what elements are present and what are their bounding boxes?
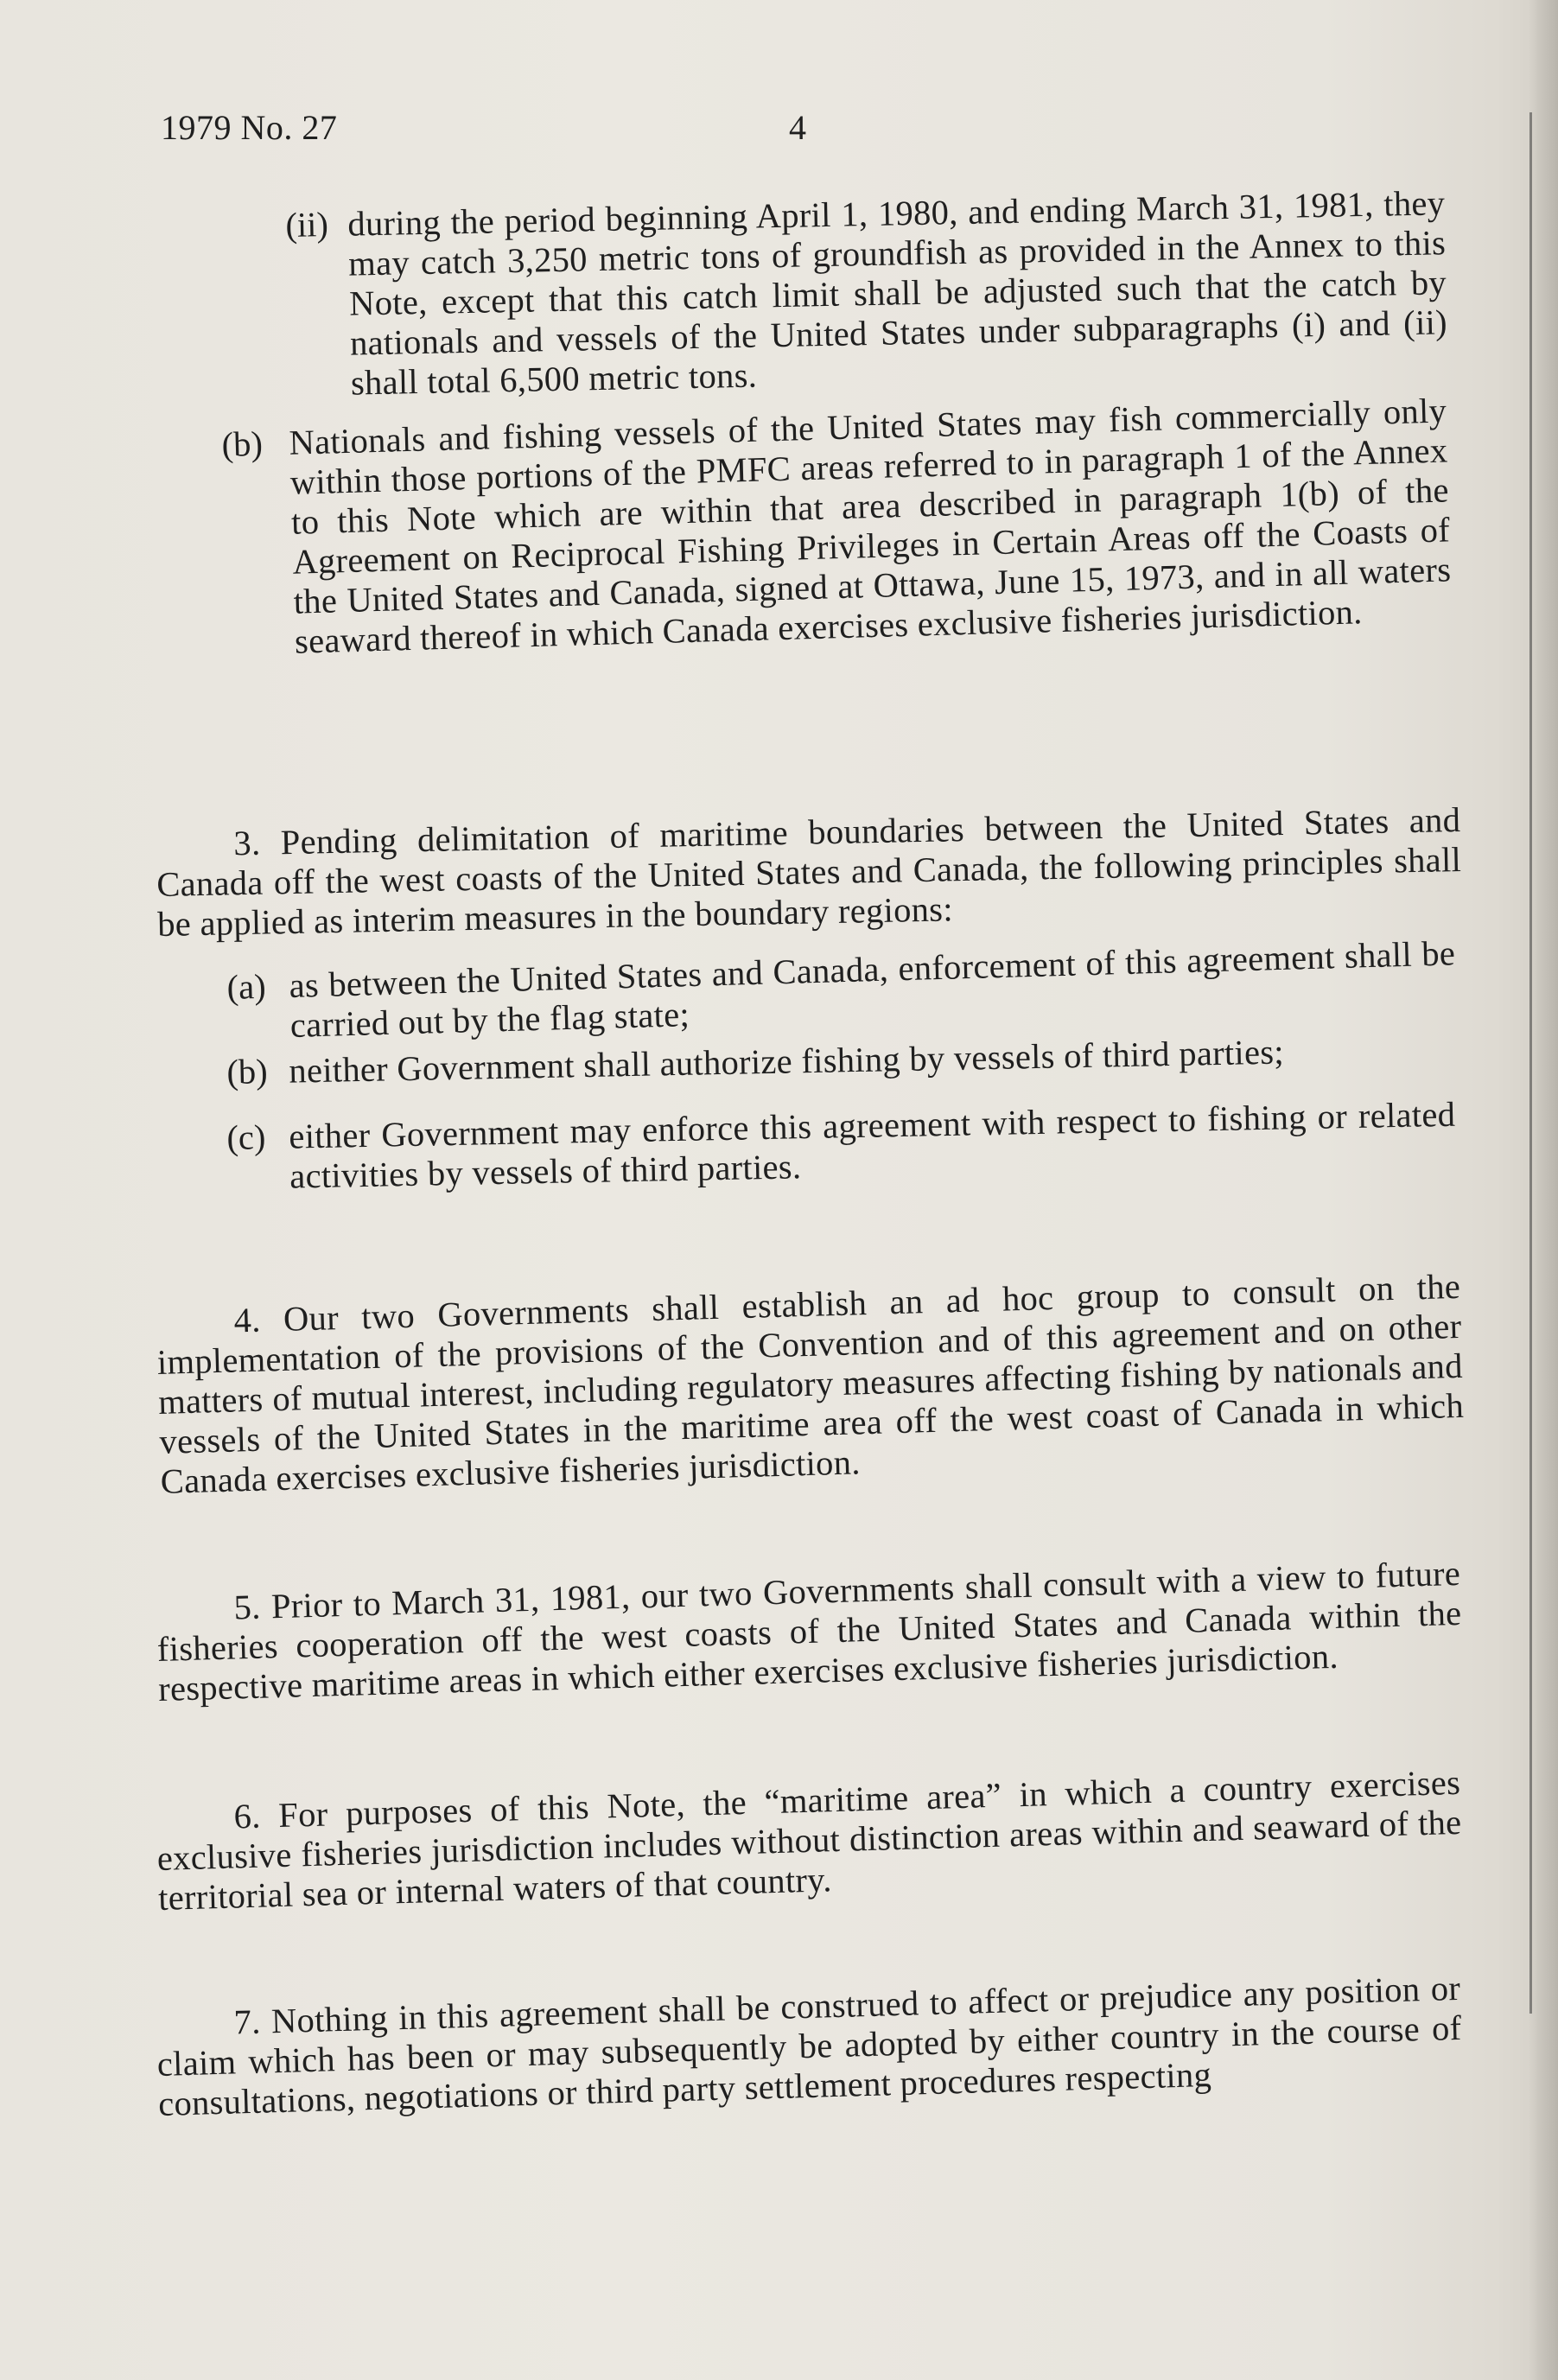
paragraph-3-item-a-marker: (a) <box>226 966 267 1007</box>
paragraph-5: 5. Prior to March 31, 1981, our two Governments shall consult with a view to future fisheries cooperation off the west coasts of the United States and Canada within the respective maritime areas in which either exercises exclusive fisheries jurisdiction. <box>156 1553 1462 1709</box>
subparagraph-ii-marker: (ii) <box>285 205 329 245</box>
subparagraph-b <box>221 391 1463 664</box>
subparagraph-b-text: Nationals and fishing vessels of the United States may fish commercially only within those portions of the PMFC areas referred to in paragraph 1 of the Annex to this Note which are within that area described in paragraph 1(b) of the Agreement on Reciprocal Fishing Privileges in Certain Areas off the Coasts of the United States and Canada, signed at Ottawa, June 15, 1973, and in all waters seaward thereof in which Canada exercises exclusive fisheries jurisdiction. <box>288 391 1452 661</box>
document-reference: 1979 No. 27 <box>161 108 338 147</box>
paragraph-3-item-c <box>226 1095 1464 1198</box>
paragraph-3-item-b-text: neither Government shall authorize fishing by vessels of third parties; <box>288 1032 1285 1091</box>
page-binding-edge <box>1529 0 1558 2380</box>
paragraph-3-item-c-marker: (c) <box>226 1117 266 1157</box>
subparagraph-b-marker: (b) <box>221 423 264 464</box>
paragraph-3: 3. Pending delimitation of maritime boundaries between the United States and Canada off the west coasts of the United States and Canada, the following principles shall be applied as interim measures in the boundary regions: <box>156 800 1462 944</box>
paragraph-3-item-a <box>226 933 1464 1047</box>
paragraph-7: 7. Nothing in this agreement shall be construed to affect or prejudice any position or claim which has been or may subsequently be adopted by either country in the course of consultations, negotiations or third party settlement procedures respecting <box>156 1968 1462 2123</box>
subparagraph-ii-text: during the period beginning April 1, 1980, and ending March 31, 1981, they may catch 3,250 metric tons of groundfish as provided in the Annex to this Note, except that this catch limit shall be adjusted such that the catch by nationals and vessels of the United States under subparagraphs (i) and (ii) shall total 6,500 metric tons. <box>347 183 1448 403</box>
paragraph-3-item-a-text: as between the United States and Canada, enforcement of this agreement shall be carried out by the flag state; <box>288 933 1456 1045</box>
page-number: 4 <box>789 108 806 147</box>
paragraph-3-item-c-text: either Government may enforce this agreement with respect to fishing or related activities by vessels of third parties. <box>288 1094 1456 1196</box>
paragraph-3-item-b-marker: (b) <box>226 1052 269 1091</box>
paragraph-6: 6. For purposes of this Note, the “maritime area” in which a country exercises exclusive fisheries jurisdiction includes without distinction areas within and seaward of the territorial sea or internal waters of that country. <box>156 1762 1462 1918</box>
binding-shadow-line <box>1529 112 1532 2014</box>
paragraph-4: 4. Our two Governments shall establish an ad hoc group to consult on the implementation of the provisions of the Convention and of this agreement and on other matters of mutual interest, including regulatory measures affecting fishing by nationals and vessels of the United States in the maritime area off the west coast of Canada in which Canada exercises exclusive fisheries jurisdiction. <box>156 1266 1465 1501</box>
subparagraph-ii <box>285 183 1455 404</box>
